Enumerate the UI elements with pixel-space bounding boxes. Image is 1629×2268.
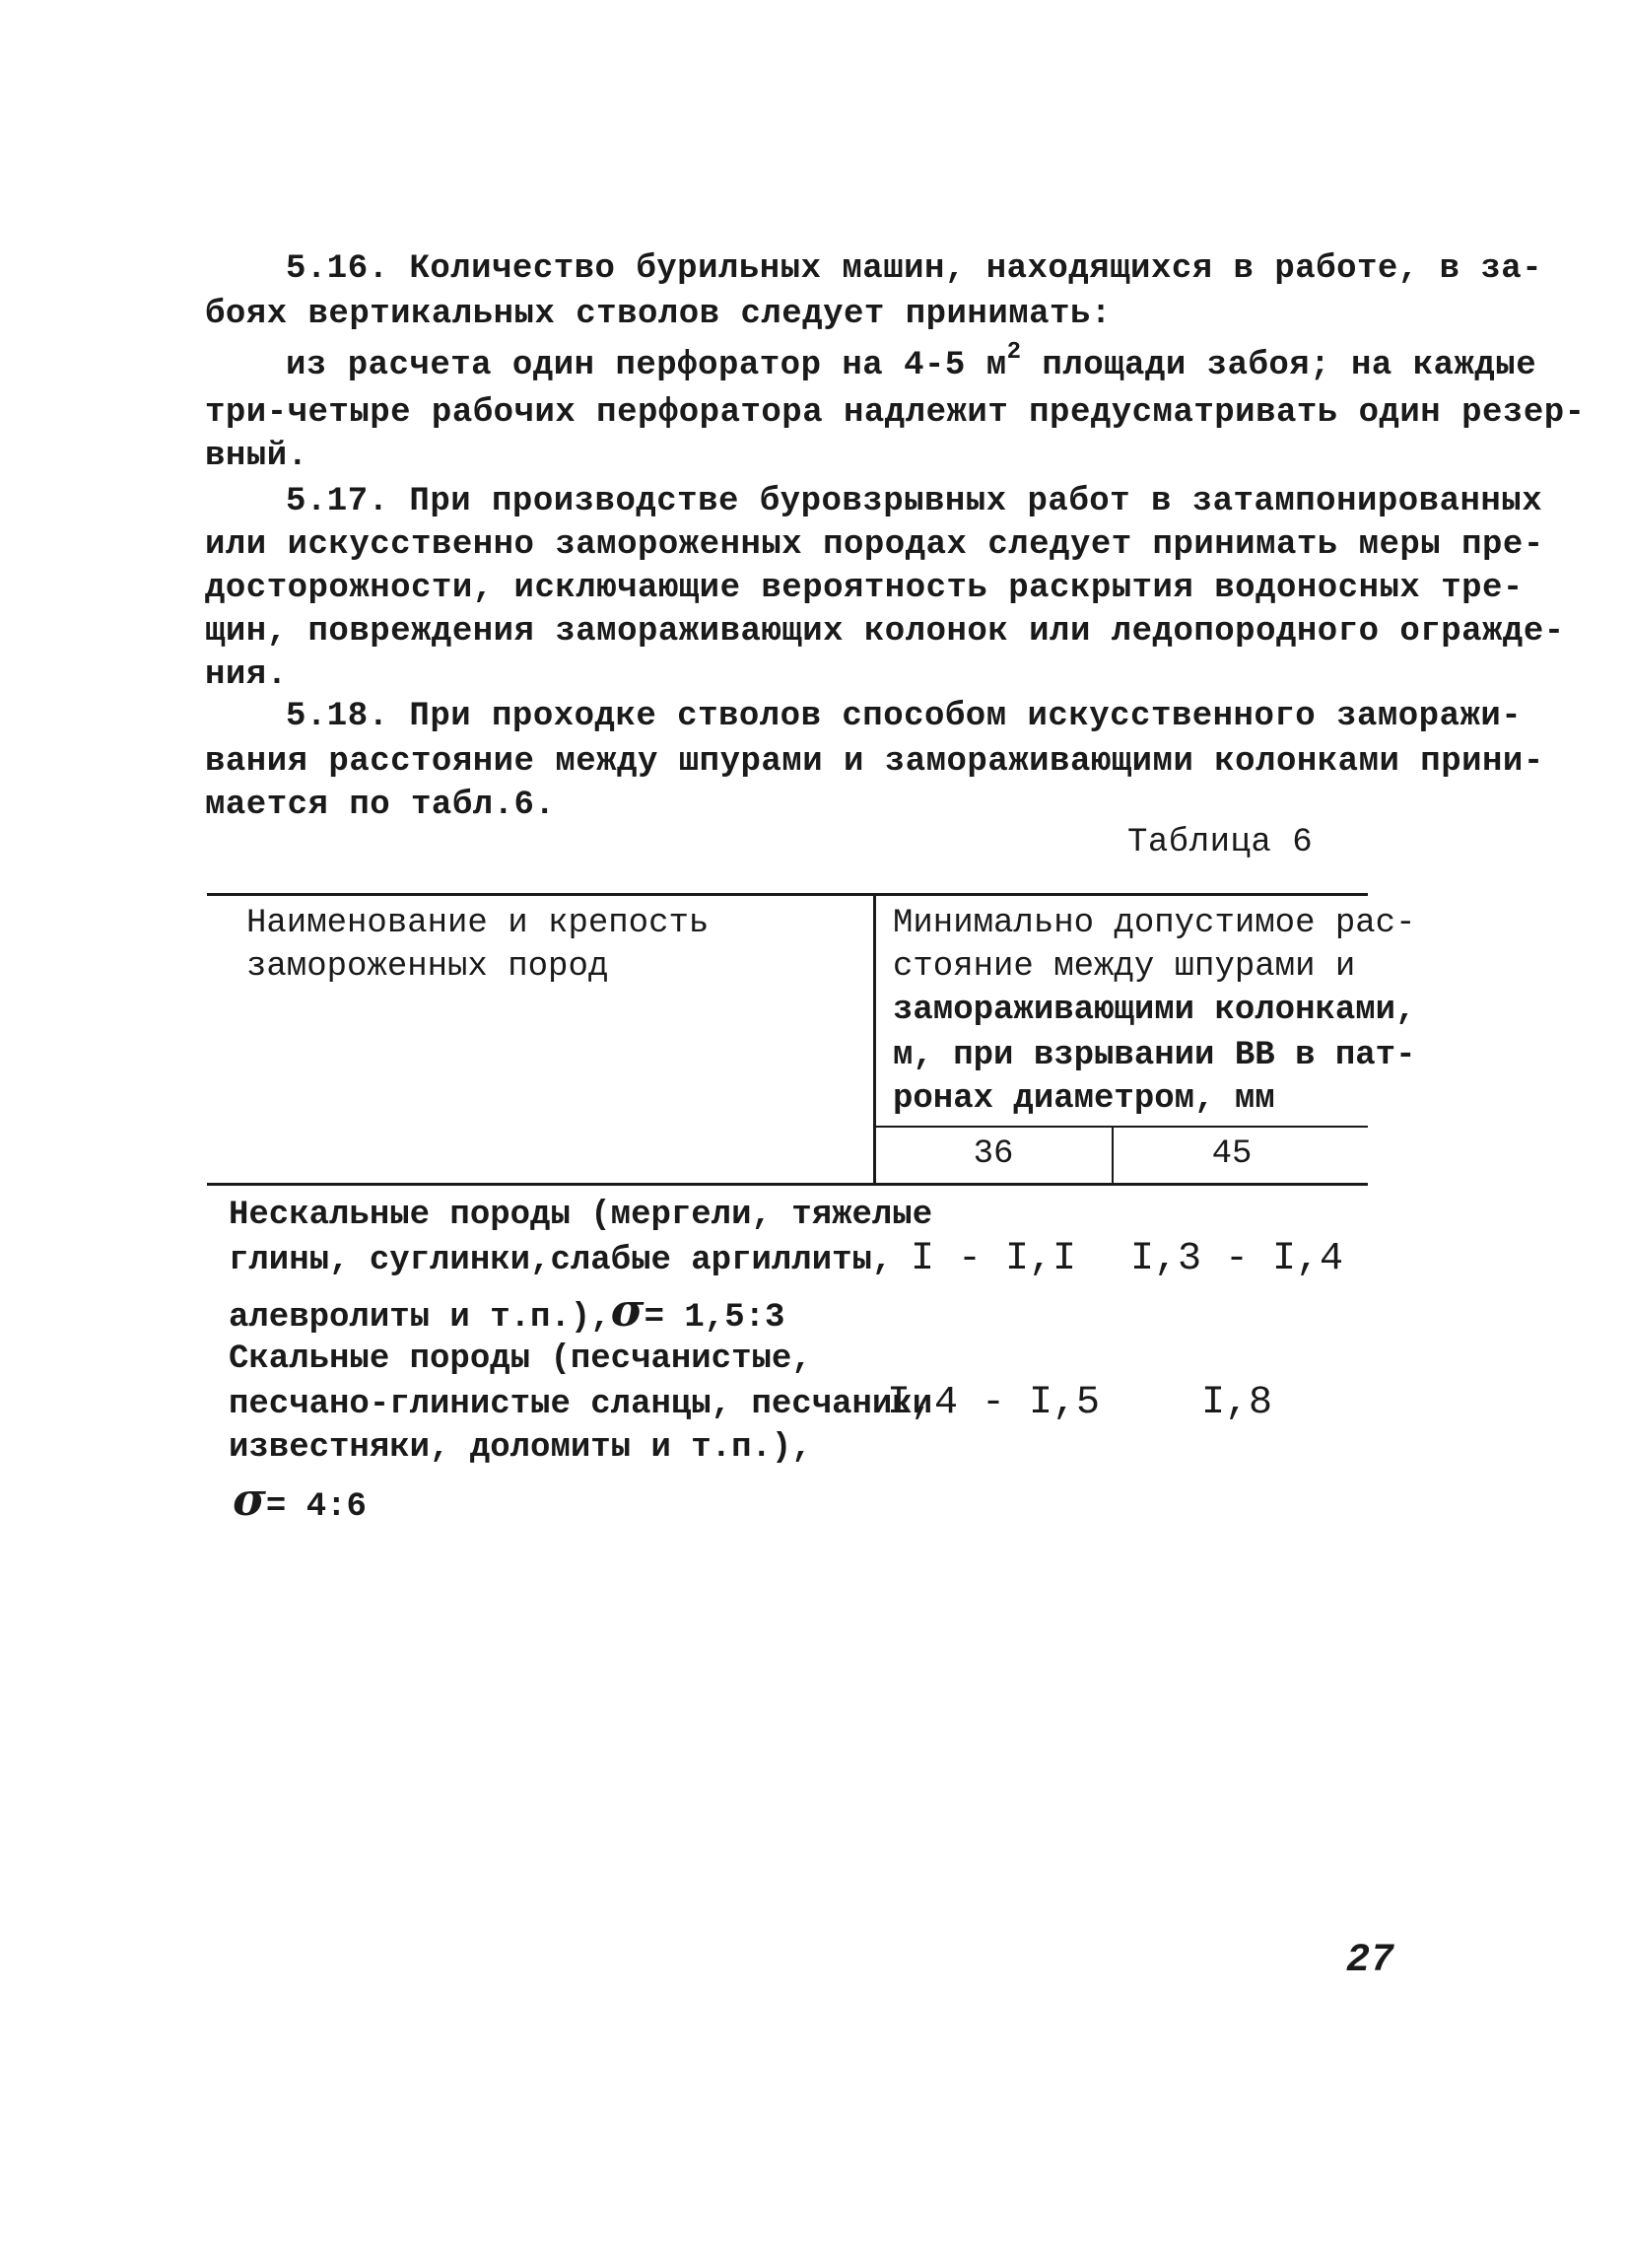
para-5-17-line-1: 5.17. При производстве буровзрывных работ в затампонированных	[286, 483, 1543, 520]
para-5-17-line-5: ния.	[205, 656, 288, 694]
table-header-col2-line-1: Минимально допустимое рас-	[893, 905, 1416, 942]
para-5-16-cont-line-2: три-четыре рабочих перфоратора надлежит предусматривать один резер-	[205, 394, 1586, 432]
superscript: 2	[1006, 339, 1022, 366]
para-5-16-cont-line-1: из расчета один перфоратор на 4-5 $м^2$ площади забоя; на каждые	[286, 339, 1537, 384]
row-2-value-36: I,4 - I,5	[886, 1381, 1101, 1425]
table-header-col2-line-3: замораживающими колонками,	[893, 992, 1416, 1029]
table-header-col1-line-1: Наименование и крепость	[246, 905, 710, 942]
table-top-rule	[207, 893, 1368, 896]
row-1-name-line-1: Нескальные породы (мергели, тяжелые	[229, 1197, 933, 1234]
sigma-symbol: σ	[610, 1283, 645, 1337]
para-5-18-line-1: 5.18. При проходке стволов способом искусственного заморажи-	[286, 698, 1523, 735]
table-header-col2-line-4: м, при взрывании ВВ в пат-	[893, 1037, 1416, 1074]
sigma-symbol: σ	[233, 1473, 266, 1526]
row-2-name-line-1: Скальные породы (песчанистые,	[229, 1340, 812, 1378]
row-2-name-line-3: известняки, доломиты и т.п.),	[229, 1429, 812, 1467]
table-header-col1-line-2: замороженных пород	[246, 948, 609, 986]
table-header-col2-line-5: ронах диаметром, мм	[893, 1080, 1275, 1118]
row-2-name-line-2: песчано-глинистые сланцы, песчаники	[229, 1386, 933, 1423]
row-2-value-45: I,8	[1200, 1381, 1272, 1425]
row-2-name-line-4: σ= 4:6	[233, 1473, 367, 1526]
table-subcol-36: 36	[973, 1135, 1014, 1173]
row-1-value-45: I,3 - I,4	[1129, 1237, 1344, 1281]
para-5-18-line-3: мается по табл.6.	[205, 787, 556, 824]
page-number: 27	[1346, 1939, 1395, 1983]
row-1-value-36: I - I,I	[910, 1237, 1077, 1281]
para-5-16-line-2: боях вертикальных стволов следует принимать:	[205, 296, 1112, 333]
table-header-bottom-rule	[207, 1183, 1368, 1186]
table-caption: Таблица 6	[1127, 824, 1314, 861]
row-1-name-line-2: глины, суглинки,слабые аргиллиты,	[229, 1242, 893, 1279]
table-subcol-45: 45	[1211, 1135, 1253, 1173]
table-header-col2-line-2: стояние между шпурами и	[893, 948, 1356, 986]
row-1-name-line-3: алевролиты и т.п.),σ= 1,5:3	[229, 1283, 785, 1337]
para-5-17-line-2: или искусственно замороженных породах следует принимать меры пре-	[205, 526, 1544, 564]
para-5-16-cont-line-3: вный.	[205, 438, 308, 475]
para-5-18-line-2: вания расстояние между шпурами и замораживающими колонками прини-	[205, 743, 1544, 781]
para-5-17-line-4: щин, повреждения замораживающих колонок или ледопородного огражде-	[205, 613, 1565, 651]
para-5-17-line-3: досторожности, исключающие вероятность раскрытия водоносных тре-	[205, 570, 1524, 607]
table-subheader-rule	[873, 1126, 1368, 1128]
para-5-16-line-1: 5.16. Количество бурильных машин, находящихся в работе, в за-	[286, 250, 1543, 288]
